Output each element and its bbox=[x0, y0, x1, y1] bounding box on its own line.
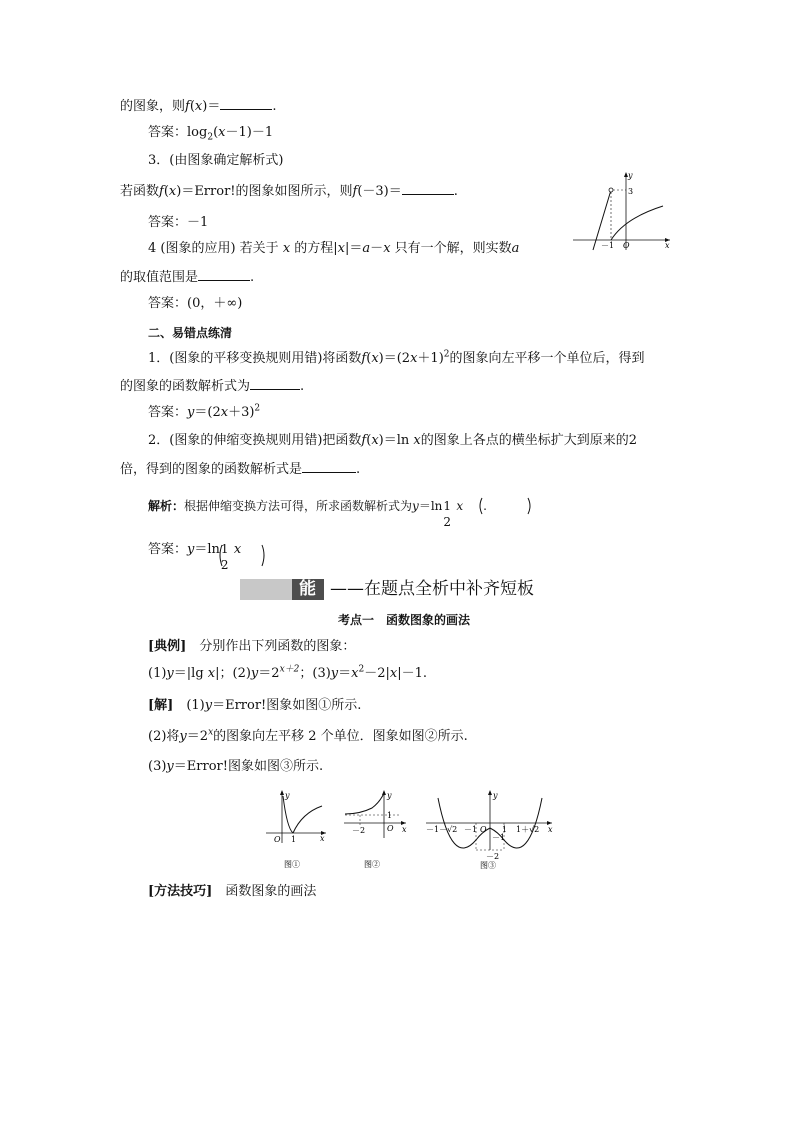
svg-text:－2: －2 bbox=[486, 852, 500, 861]
svg-text:y: y bbox=[493, 791, 498, 800]
exercise-2-tail: 倍，得到的图象的函数解析式是 . bbox=[120, 462, 361, 477]
figure-1 bbox=[262, 788, 330, 870]
graph-y-label: y bbox=[628, 171, 633, 180]
banner-label: 能力 bbox=[292, 579, 324, 600]
svg-text:x: x bbox=[548, 825, 553, 834]
question-4: 4 (图象的应用) 若关于 x 的方程|x|＝a－x 只有一个解，则实数a bbox=[148, 241, 520, 256]
figure-2 bbox=[340, 788, 412, 870]
graph-origin: O bbox=[623, 241, 630, 250]
analysis: 解析：根据伸缩变换方法可得，所求函数解析式为y＝ln 1 2 x . bbox=[148, 499, 487, 529]
answer-4: 答案：(0，＋∞) bbox=[148, 296, 243, 311]
svg-text:－2: －2 bbox=[352, 826, 366, 835]
question-2-tail: 的图象，则f(x)＝ . bbox=[120, 99, 277, 114]
svg-text:y: y bbox=[387, 791, 392, 800]
svg-text:－1－√2: －1－√2 bbox=[426, 825, 458, 834]
topic-heading: 考点一 函数图象的画法 bbox=[338, 613, 471, 627]
figure-3 bbox=[422, 788, 558, 872]
graph-tick-minus1: －1 bbox=[601, 241, 615, 250]
example-functions: (1)y＝|lg x|；$(2)y=2^{x+2}$；$(3)y=x^2-2|x|-1$. bbox=[148, 664, 428, 681]
svg-text:－1: －1 bbox=[464, 825, 478, 834]
svg-text:x: x bbox=[402, 825, 407, 834]
banner-bar bbox=[240, 579, 292, 600]
question-3-body: 若函数f(x)＝Error!的图象如图所示，则f(－3)＝ . bbox=[120, 184, 458, 199]
question-3-graph bbox=[565, 168, 675, 252]
svg-text:1＋√2: 1＋√2 bbox=[516, 825, 540, 834]
answer-exercise-2: 答案：y＝ln 1 2 x bbox=[148, 542, 242, 572]
banner-text: ——在题点全析中补齐短板 bbox=[330, 579, 534, 599]
figure-3-caption: 图③ bbox=[480, 861, 496, 870]
svg-text:1: 1 bbox=[502, 825, 508, 834]
answer-2: 答案：$\log_2(x-1)-1$ bbox=[148, 125, 274, 143]
svg-text:－1: －1 bbox=[492, 833, 506, 842]
solution-1: [解] (1)y＝Error!图象如图①所示. bbox=[148, 698, 362, 713]
svg-text:1: 1 bbox=[291, 835, 297, 844]
svg-text:x: x bbox=[320, 834, 325, 843]
solution-3: (3)y＝Error!图象如图③所示. bbox=[148, 759, 324, 774]
svg-text:O: O bbox=[274, 835, 281, 844]
exercise-1: 1．(图象的平移变换规则用错)将函数$f(x)=(2x+1)^2$的图象向左平移一个单位后，得到 bbox=[148, 349, 645, 366]
figure-1-caption: 图① bbox=[284, 860, 300, 869]
answer-3: 答案：－1 bbox=[148, 215, 209, 230]
solution-2: (2)将$y=2^x$的图象向左平移 2 个单位．图象如图②所示. bbox=[148, 727, 468, 744]
exercise-2: 2．(图象的伸缩变换规则用错)把函数f(x)＝ln x的图象上各点的横坐标扩大到原来的2 bbox=[148, 433, 638, 448]
graph-tick-3: 3 bbox=[628, 187, 634, 196]
question-3-title: 3．(由图象确定解析式) bbox=[148, 153, 284, 168]
method-heading: [方法技巧] 函数图象的画法 bbox=[148, 884, 317, 899]
example-intro: [典例] 分别作出下列函数的图象： bbox=[148, 639, 356, 654]
question-4-tail: 的取值范围是 . bbox=[120, 270, 255, 285]
answer-exercise-1: 答案：$y=(2x+3)^2$ bbox=[148, 403, 261, 420]
svg-text:y: y bbox=[285, 791, 290, 800]
section-heading: 二、易错点练清 bbox=[148, 326, 233, 340]
figure-2-caption: 图② bbox=[364, 860, 380, 869]
exercise-1-tail: 的图象的函数解析式为 . bbox=[120, 379, 305, 394]
graph-x-label: x bbox=[665, 241, 670, 250]
svg-text:O: O bbox=[480, 825, 487, 834]
svg-text:O: O bbox=[387, 824, 394, 833]
svg-text:1: 1 bbox=[387, 811, 393, 820]
